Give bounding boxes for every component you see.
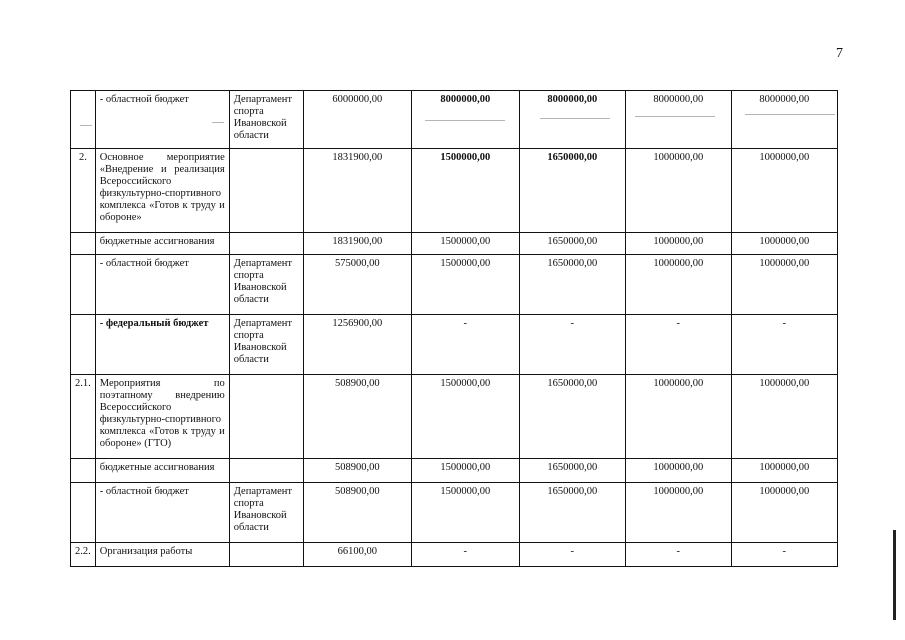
table-row	[71, 375, 838, 459]
value-cell: 1500000,00	[411, 483, 519, 543]
table-row	[71, 149, 838, 233]
value-cell: 8000000,00	[731, 91, 837, 149]
value-cell: -	[411, 543, 519, 567]
row-number: 2.2.	[71, 543, 96, 567]
scan-artifact	[80, 125, 92, 126]
value-cell: 1500000,00	[411, 233, 519, 255]
row-title: Организация работы	[95, 543, 229, 567]
row-title: - областной бюджет	[95, 483, 229, 543]
value-cell: 1000000,00	[625, 375, 731, 459]
value-cell: 1650000,00	[519, 233, 625, 255]
row-number	[71, 459, 96, 483]
row-executor: Департамент спорта Ивановской области	[229, 255, 303, 315]
row-number: 2.1.	[71, 375, 96, 459]
value-cell: 1500000,00	[411, 255, 519, 315]
value-cell: 6000000,00	[303, 91, 411, 149]
row-title: - областной бюджет	[95, 91, 229, 149]
value-cell: 508900,00	[303, 375, 411, 459]
value-cell: 1000000,00	[731, 483, 837, 543]
value-cell: 1000000,00	[625, 233, 731, 255]
row-executor: Департамент спорта Ивановской области	[229, 91, 303, 149]
budget-table	[70, 90, 838, 567]
table-row	[71, 255, 838, 315]
value-cell: -	[731, 543, 837, 567]
row-title: - федеральный бюджет	[95, 315, 229, 375]
value-cell: 1000000,00	[731, 375, 837, 459]
row-title: бюджетные ассигнования	[95, 233, 229, 255]
value-cell: 1000000,00	[731, 149, 837, 233]
row-number	[71, 315, 96, 375]
value-cell: 8000000,00	[411, 91, 519, 149]
scan-artifact	[635, 116, 715, 117]
value-cell: 575000,00	[303, 255, 411, 315]
scan-artifact	[540, 118, 610, 119]
value-cell: -	[731, 315, 837, 375]
value-cell: 1256900,00	[303, 315, 411, 375]
scan-artifact	[745, 114, 835, 115]
value-cell: 508900,00	[303, 483, 411, 543]
row-executor	[229, 459, 303, 483]
value-cell: 1650000,00	[519, 483, 625, 543]
value-cell: 1000000,00	[731, 459, 837, 483]
scan-edge-mark	[893, 530, 896, 620]
row-number	[71, 233, 96, 255]
value-cell: 1000000,00	[625, 459, 731, 483]
value-cell: 1000000,00	[625, 149, 731, 233]
row-number	[71, 483, 96, 543]
row-executor	[229, 543, 303, 567]
value-cell: 1650000,00	[519, 255, 625, 315]
value-cell: 1500000,00	[411, 375, 519, 459]
value-cell: 1650000,00	[519, 375, 625, 459]
row-executor	[229, 375, 303, 459]
value-cell: 8000000,00	[625, 91, 731, 149]
value-cell: 1000000,00	[731, 233, 837, 255]
value-cell: 1000000,00	[625, 255, 731, 315]
table-row	[71, 233, 838, 255]
value-cell: 8000000,00	[519, 91, 625, 149]
row-executor: Департамент спорта Ивановской области	[229, 483, 303, 543]
table-row	[71, 543, 838, 567]
table-row	[71, 483, 838, 543]
value-cell: 66100,00	[303, 543, 411, 567]
row-executor: Департамент спорта Ивановской области	[229, 315, 303, 375]
value-cell: 1831900,00	[303, 149, 411, 233]
row-number: 2.	[71, 149, 96, 233]
value-cell: 1500000,00	[411, 459, 519, 483]
value-cell: 1831900,00	[303, 233, 411, 255]
value-cell: 1650000,00	[519, 459, 625, 483]
table-row	[71, 459, 838, 483]
row-executor	[229, 233, 303, 255]
row-title: - областной бюджет	[95, 255, 229, 315]
row-number	[71, 91, 96, 149]
value-cell: -	[625, 315, 731, 375]
value-cell: 1650000,00	[519, 149, 625, 233]
value-cell: 1000000,00	[731, 255, 837, 315]
value-cell: 1500000,00	[411, 149, 519, 233]
page-number: 7	[836, 46, 843, 61]
value-cell: -	[625, 543, 731, 567]
row-number	[71, 255, 96, 315]
row-executor	[229, 149, 303, 233]
row-title: Мероприятия по поэтапному внедрению Всероссийского физкультурно-спортивного комплекса «Готов к труду и обороне» (ГТО)	[95, 375, 229, 459]
value-cell: -	[411, 315, 519, 375]
row-title: бюджетные ассигнования	[95, 459, 229, 483]
table-row	[71, 315, 838, 375]
scan-artifact	[425, 120, 505, 121]
value-cell: 1000000,00	[625, 483, 731, 543]
row-title: Основное мероприятие «Внедрение и реализация Всероссийского физкультурно-спортивного комплекса «Готов к труду и обороне»	[95, 149, 229, 233]
value-cell: -	[519, 315, 625, 375]
value-cell: 508900,00	[303, 459, 411, 483]
scan-artifact	[212, 122, 224, 123]
value-cell: -	[519, 543, 625, 567]
